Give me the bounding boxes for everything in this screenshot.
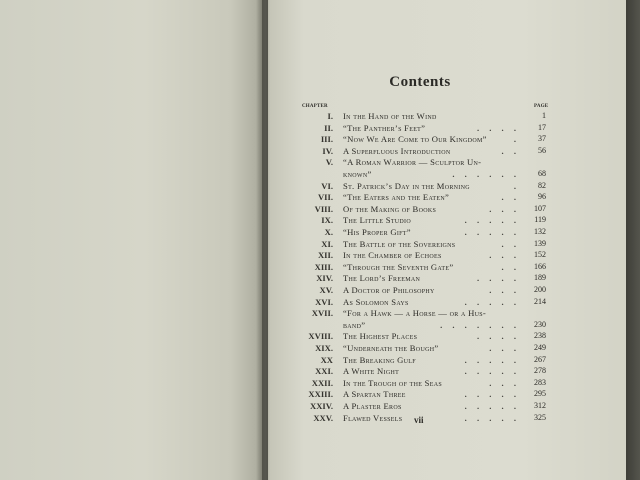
chapter-number: VII.	[317, 192, 333, 203]
chapter-title: The Highest Places	[343, 331, 418, 342]
dot-leader: . . .	[489, 377, 520, 388]
dot-leader: . .	[501, 261, 520, 272]
chapter-title: A White Night	[343, 366, 400, 377]
page-number: 96	[538, 192, 546, 202]
chapter-number: XII.	[317, 250, 333, 261]
toc-entry	[0, 343, 640, 354]
chapter-title: The Battle of the Sovereigns	[343, 238, 456, 249]
dot-leader: .	[513, 180, 520, 191]
page-number: 1	[542, 111, 546, 120]
chapter-title: known”	[343, 169, 372, 179]
chapter-number: XI.	[321, 238, 333, 249]
toc-entry	[0, 169, 640, 180]
page-number: 107	[534, 203, 546, 213]
page-number: 214	[534, 296, 546, 306]
page-number: 283	[534, 377, 546, 387]
chapter-number: VIII.	[314, 203, 333, 214]
toc-entry	[0, 111, 640, 122]
dot-leader: . . . . .	[464, 296, 520, 307]
chapter-title: Flawed Vessels	[343, 412, 403, 423]
chapter-title: “His Proper Gift”	[343, 227, 411, 237]
toc-entry	[0, 204, 640, 215]
chapter-number: XIX.	[315, 343, 333, 353]
page-folio: vii	[414, 415, 424, 425]
page-number: 132	[534, 227, 546, 236]
chapter-number: XVII.	[311, 308, 333, 319]
toc-entry	[0, 239, 640, 250]
toc-entry	[0, 123, 640, 134]
page-number: 238	[534, 331, 546, 341]
chapter-title: In the Trough of the Seas	[343, 377, 442, 388]
page-number: 230	[534, 319, 546, 329]
dot-leader: .	[513, 134, 520, 145]
chapter-number: XXV.	[313, 412, 333, 423]
chapter-number: XX	[320, 354, 333, 365]
toc-entry	[0, 355, 640, 366]
page-column-header: PAGE	[534, 104, 549, 109]
page-number: 189	[534, 273, 546, 283]
chapter-title: A Plaster Eros	[343, 401, 402, 411]
page-number: 56	[538, 145, 546, 155]
chapter-title: band”	[343, 319, 366, 330]
dot-leader: . . . . .	[464, 401, 520, 411]
toc-entry	[0, 297, 640, 308]
page-number: 267	[534, 354, 546, 364]
dot-leader: . . . . .	[464, 227, 520, 237]
toc-entry	[0, 285, 640, 296]
chapter-number: XXI.	[315, 366, 333, 377]
dot-leader: . . . . .	[464, 354, 520, 365]
chapter-title: “For a Hawk — a Horse — or a Hus-	[343, 308, 487, 319]
chapter-title: A Doctor of Philosophy	[343, 285, 435, 295]
dot-leader: . .	[501, 238, 520, 249]
page-number: 82	[538, 180, 546, 190]
dot-leader: . . .	[489, 203, 520, 214]
contents-heading: Contents	[389, 74, 451, 90]
toc-entry	[0, 227, 640, 238]
page-number: 200	[534, 285, 546, 294]
dot-leader: . .	[501, 192, 520, 203]
chapter-title: In the Chamber of Echoes	[343, 250, 442, 261]
page-number: 119	[534, 215, 546, 225]
chapter-title: “A Roman Warrior — Sculptor Un-	[343, 157, 482, 168]
page-number: 325	[534, 412, 546, 422]
page-number: 295	[534, 389, 546, 399]
chapter-title: St. Patrick’s Day in the Morning	[343, 180, 470, 191]
dot-leader: . . . . .	[464, 366, 520, 377]
page-number: 278	[534, 366, 546, 376]
toc-entry	[0, 146, 640, 157]
page-number: 139	[534, 238, 546, 248]
chapter-number: IX.	[321, 215, 333, 226]
toc-entry	[0, 273, 640, 284]
toc-entry	[0, 401, 640, 412]
chapter-title: In the Hand of the Wind	[343, 111, 437, 121]
chapter-number: XV.	[319, 285, 333, 295]
page-number: 249	[534, 343, 546, 352]
chapter-title: “Through the Seventh Gate”	[343, 261, 454, 272]
chapter-column-header: CHAPTER	[302, 104, 328, 109]
dot-leader: . . .	[489, 250, 520, 261]
toc-entry	[0, 331, 640, 342]
dot-leader: . . .	[489, 343, 520, 353]
chapter-title: A Superfluous Introduction	[343, 145, 451, 156]
page-number: 152	[534, 250, 546, 260]
toc-entry	[0, 308, 640, 319]
dot-leader: . . . . .	[464, 412, 520, 423]
toc-entry	[0, 157, 640, 168]
page-number: 312	[534, 401, 546, 410]
dot-leader: . . . . . .	[452, 169, 520, 179]
chapter-number: X.	[324, 227, 333, 237]
chapter-number: XIII.	[314, 261, 333, 272]
toc-entry	[0, 320, 640, 331]
dot-leader: . . . . .	[464, 389, 520, 400]
chapter-number: V.	[325, 157, 333, 168]
chapter-title: “Underneath the Bough”	[343, 343, 439, 353]
chapter-title: The Breaking Gulf	[343, 354, 416, 365]
dot-leader: . . .	[489, 285, 520, 295]
page-number: 68	[538, 169, 546, 178]
chapter-title: “Now We Are Come to Our Kingdom”	[343, 134, 487, 145]
page-number: 166	[534, 261, 546, 271]
toc-entry	[0, 181, 640, 192]
chapter-title: A Spartan Three	[343, 389, 406, 400]
dot-leader: . . . . . . .	[440, 319, 520, 330]
chapter-title: The Lord’s Freeman	[343, 273, 421, 284]
toc-entry	[0, 215, 640, 226]
chapter-title: The Little Studio	[343, 215, 411, 226]
dot-leader: . . . .	[476, 273, 520, 284]
chapter-title: “The Eaters and the Eaten”	[343, 192, 450, 203]
chapter-title: Of the Making of Books	[343, 203, 437, 214]
toc-entry	[0, 134, 640, 145]
toc-entry	[0, 192, 640, 203]
chapter-title: As Solomon Says	[343, 296, 409, 307]
chapter-number: II.	[324, 122, 333, 133]
toc-entry	[0, 378, 640, 389]
chapter-number: XXIII.	[308, 389, 333, 400]
page-number: 17	[538, 122, 546, 132]
toc-entry	[0, 250, 640, 261]
chapter-number: IV.	[322, 145, 333, 156]
toc-entry	[0, 413, 640, 424]
dot-leader: . . . .	[476, 331, 520, 342]
chapter-number: XVIII.	[308, 331, 333, 342]
chapter-number: XIV.	[316, 273, 333, 284]
chapter-title: “The Panther’s Feet”	[343, 122, 426, 133]
chapter-number: VI.	[321, 180, 333, 191]
toc-entry	[0, 389, 640, 400]
chapter-number: XXIV.	[309, 401, 333, 411]
chapter-number: III.	[320, 134, 333, 145]
dot-leader: . .	[501, 145, 520, 156]
page-number: 37	[538, 134, 546, 144]
toc-entry	[0, 366, 640, 377]
dot-leader: . . . . .	[464, 215, 520, 226]
chapter-number: I.	[327, 111, 333, 121]
chapter-number: XXII.	[311, 377, 333, 388]
toc-entry	[0, 262, 640, 273]
dot-leader: . . . .	[476, 122, 520, 133]
chapter-number: XVI.	[315, 296, 333, 307]
